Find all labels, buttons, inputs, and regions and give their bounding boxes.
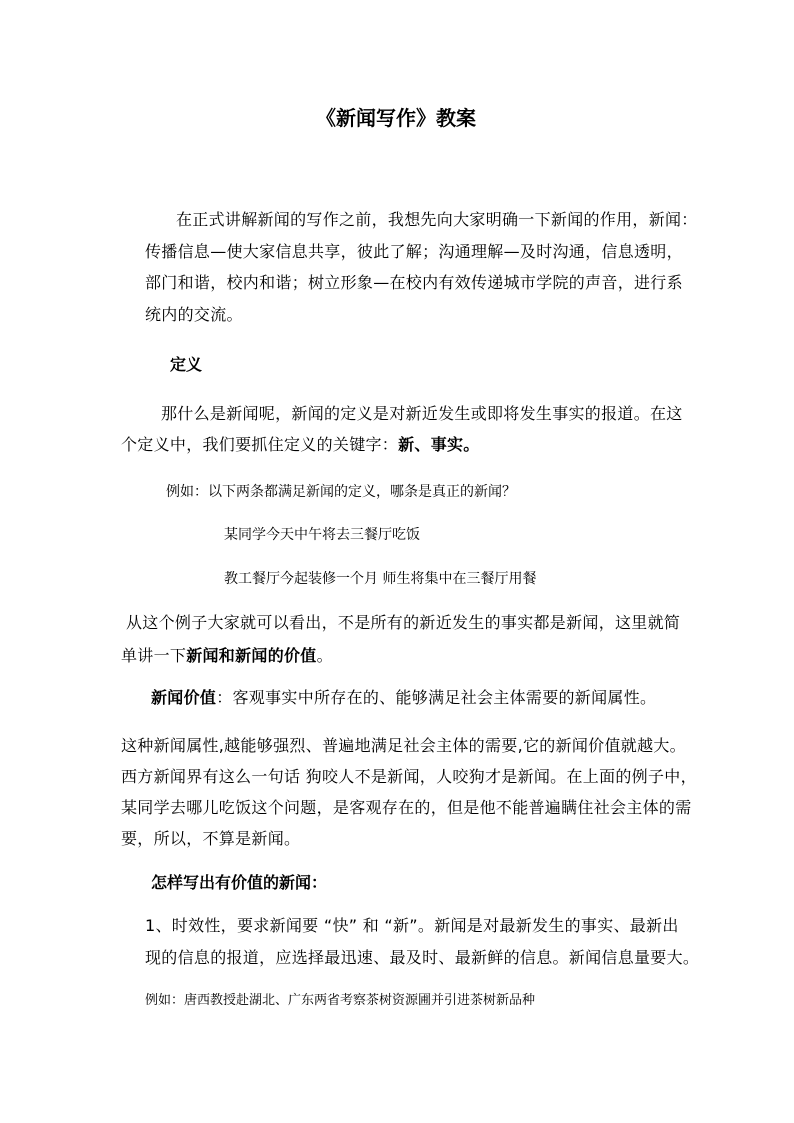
value-definition-line (151, 690, 656, 706)
example-item-1: 某同学今天中午将去三餐厅吃饭 (224, 527, 420, 543)
value-line-2: 西方新闻界有这么一句话 狗咬人不是新闻，人咬狗才是新闻。在上面的例子中， (121, 767, 697, 786)
intro-line-4: 统内的交流。 (145, 305, 243, 324)
definition-keywords: 新、事实。 (398, 435, 480, 454)
value-term: 新闻价值 (151, 688, 217, 707)
document-title: 《新闻写作》教案 (316, 106, 476, 130)
how-heading: 怎样写出有价值的新闻： (151, 873, 328, 892)
value-line-3: 某同学去哪儿吃饭这个问题，是客观存在的，但是他不能普遍瞒住社会主体的需 (121, 798, 692, 817)
definition-line-2-text: 个定义中，我们要抓住定义的关键字： (121, 435, 399, 454)
value-line-1: 这种新闻属性,越能够强烈、普遍地满足社会主体的需要,它的新闻价值就越大。 (121, 736, 686, 755)
intro-line-2: 传播信息—使大家信息共享，彼此了解；沟通理解—及时沟通，信息透明， (145, 242, 683, 261)
conclusion-line-2-suffix: 。 (316, 646, 333, 665)
definition-line-2 (121, 437, 480, 453)
definition-line-1: 那什么是新闻呢，新闻的定义是对新近发生或即将发生事实的报道。在这 (161, 404, 683, 423)
conclusion-line-2-bold: 新闻和新闻的价值 (186, 646, 317, 665)
conclusion-line-1: 从这个例子大家就可以看出，不是所有的新近发生的事实都是新闻，这里就简 (126, 613, 681, 632)
definition-heading: 定义 (170, 355, 203, 374)
value-line-4: 要，所以，不算是新闻。 (121, 829, 301, 848)
intro-line-3: 部门和谐，校内和谐；树立形象—在校内有效传递城市学院的声音，进行系 (145, 273, 683, 292)
conclusion-line-2 (121, 648, 333, 664)
intro-line-1: 在正式讲解新闻的写作之前，我想先向大家明确一下新闻的作用，新闻： (176, 210, 698, 229)
example-intro: 例如：以下两条都满足新闻的定义，哪条是真正的新闻？ (166, 484, 516, 500)
conclusion-line-2-prefix: 单讲一下 (121, 646, 187, 665)
example-2: 例如：唐西教授赴湖北、广东两省考察茶树资源圃并引进茶树新品种 (145, 993, 536, 1008)
point-1-line-1: 1、时效性，要求新闻要 “快” 和 “新”。新闻是对最新发生的事实、最新出 (145, 916, 679, 935)
point-1-line-2: 现的信息的报道，应选择最迅速、最及时、最新鲜的信息。新闻信息量要大。 (145, 948, 700, 967)
example-item-2: 教工餐厅今起装修一个月 师生将集中在三餐厅用餐 (224, 571, 537, 587)
value-definition-text: ：客观事实中所存在的、能够满足社会主体需要的新闻属性。 (216, 688, 657, 707)
